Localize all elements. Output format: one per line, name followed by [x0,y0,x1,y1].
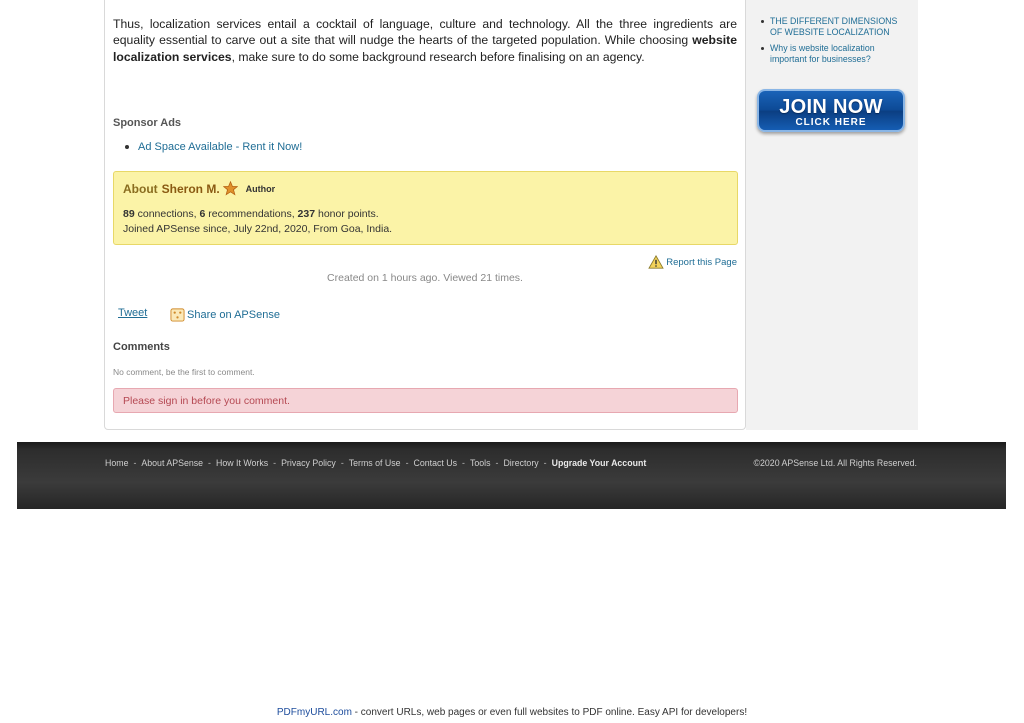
sponsor-item [125,141,302,153]
honor-points-label: honor points. [315,208,379,220]
sponsor-list [125,141,302,153]
footer-link-contact[interactable]: Contact Us [413,458,458,468]
footer-link-upgrade[interactable]: Upgrade Your Account [551,458,647,468]
star-icon [223,181,238,196]
no-comment-text: No comment, be the first to comment. [113,367,255,377]
footer-separator: - [208,458,211,468]
report-page-label: Report this Page [666,256,737,268]
created-info: Created on 1 hours ago. Viewed 21 times. [327,272,523,284]
article-card [104,0,746,430]
footer-links [105,458,646,468]
footer-link-home[interactable]: Home [105,458,129,468]
author-joined: Joined APSense since, July 22nd, 2020, From Goa, India. [123,223,393,235]
footer-link-directory[interactable]: Directory [503,458,539,468]
article-text [113,16,737,65]
sponsor-ad-link[interactable]: Ad Space Available - Rent it Now! [138,141,303,153]
join-now-button[interactable] [757,89,905,132]
recommendations-label: recommendations, [205,208,298,220]
footer-link-about[interactable]: About APSense [141,458,204,468]
pdf-note-text: - convert URLs, web pages or even full websites to PDF online. Easy API for developers! [351,707,748,718]
related-link-item [761,16,911,38]
footer-separator: - [495,458,499,468]
honor-points-count: 237 [297,208,316,220]
recommendations-count: 6 [199,208,206,220]
connections-label: connections, [134,208,200,220]
pdf-brand-link[interactable]: PDFmyURL.com [276,707,352,718]
author-box [113,171,738,245]
footer-link-privacy[interactable]: Privacy Policy [281,458,336,468]
footer-separator: - [133,458,137,468]
footer-link-how-it-works[interactable]: How It Works [215,458,269,468]
pdf-watermark [0,707,1024,718]
about-label: About [123,181,158,196]
sponsor-heading: Sponsor Ads [113,117,182,129]
footer-separator: - [462,458,465,468]
author-stats [123,208,379,220]
article-text-part2: , make sure to do some background research before finalising on an agency. [231,49,645,64]
share-icon [170,307,185,322]
comments-heading: Comments [113,341,170,353]
related-link-dimensions[interactable]: THE DIFFERENT DIMENSIONS OF WEBSITE LOCALIZATION [770,16,898,37]
footer-link-tools[interactable]: Tools [469,458,491,468]
article-text-part1: Thus, localization services entail a cocktail of language, culture and technology. All the three ingredients are equality essential to carve out a site that will nudge the hearts of the targeted population. While choosing [113,17,737,48]
site-footer [17,442,1006,509]
click-here-label: CLICK HERE [795,117,867,128]
article-bold-phrase: website localization services [113,33,737,64]
report-page-link[interactable] [648,255,737,269]
sidebar [746,0,918,430]
related-link-item [761,43,911,65]
footer-separator: - [543,458,547,468]
author-title [123,181,275,196]
footer-separator: - [340,458,344,468]
related-link-importance[interactable]: Why is website localization important for businesses? [770,43,875,64]
signin-notice: Please sign in before you comment. [113,388,738,413]
warning-icon [648,255,664,269]
footer-link-terms[interactable]: Terms of Use [348,458,401,468]
tweet-button[interactable]: Tweet [118,307,148,319]
footer-separator: - [405,458,409,468]
footer-copyright: ©2020 APSense Ltd. All Rights Reserved. [753,458,917,468]
footer-separator: - [273,458,277,468]
join-now-label: JOIN NOW [779,96,883,118]
share-apsense-button[interactable] [170,307,280,322]
related-links-list [761,16,911,70]
author-name-link[interactable]: Sheron M. [161,181,220,196]
share-label: Share on APSense [187,308,280,321]
author-role-badge: Author [245,183,276,194]
connections-count: 89 [123,208,135,220]
